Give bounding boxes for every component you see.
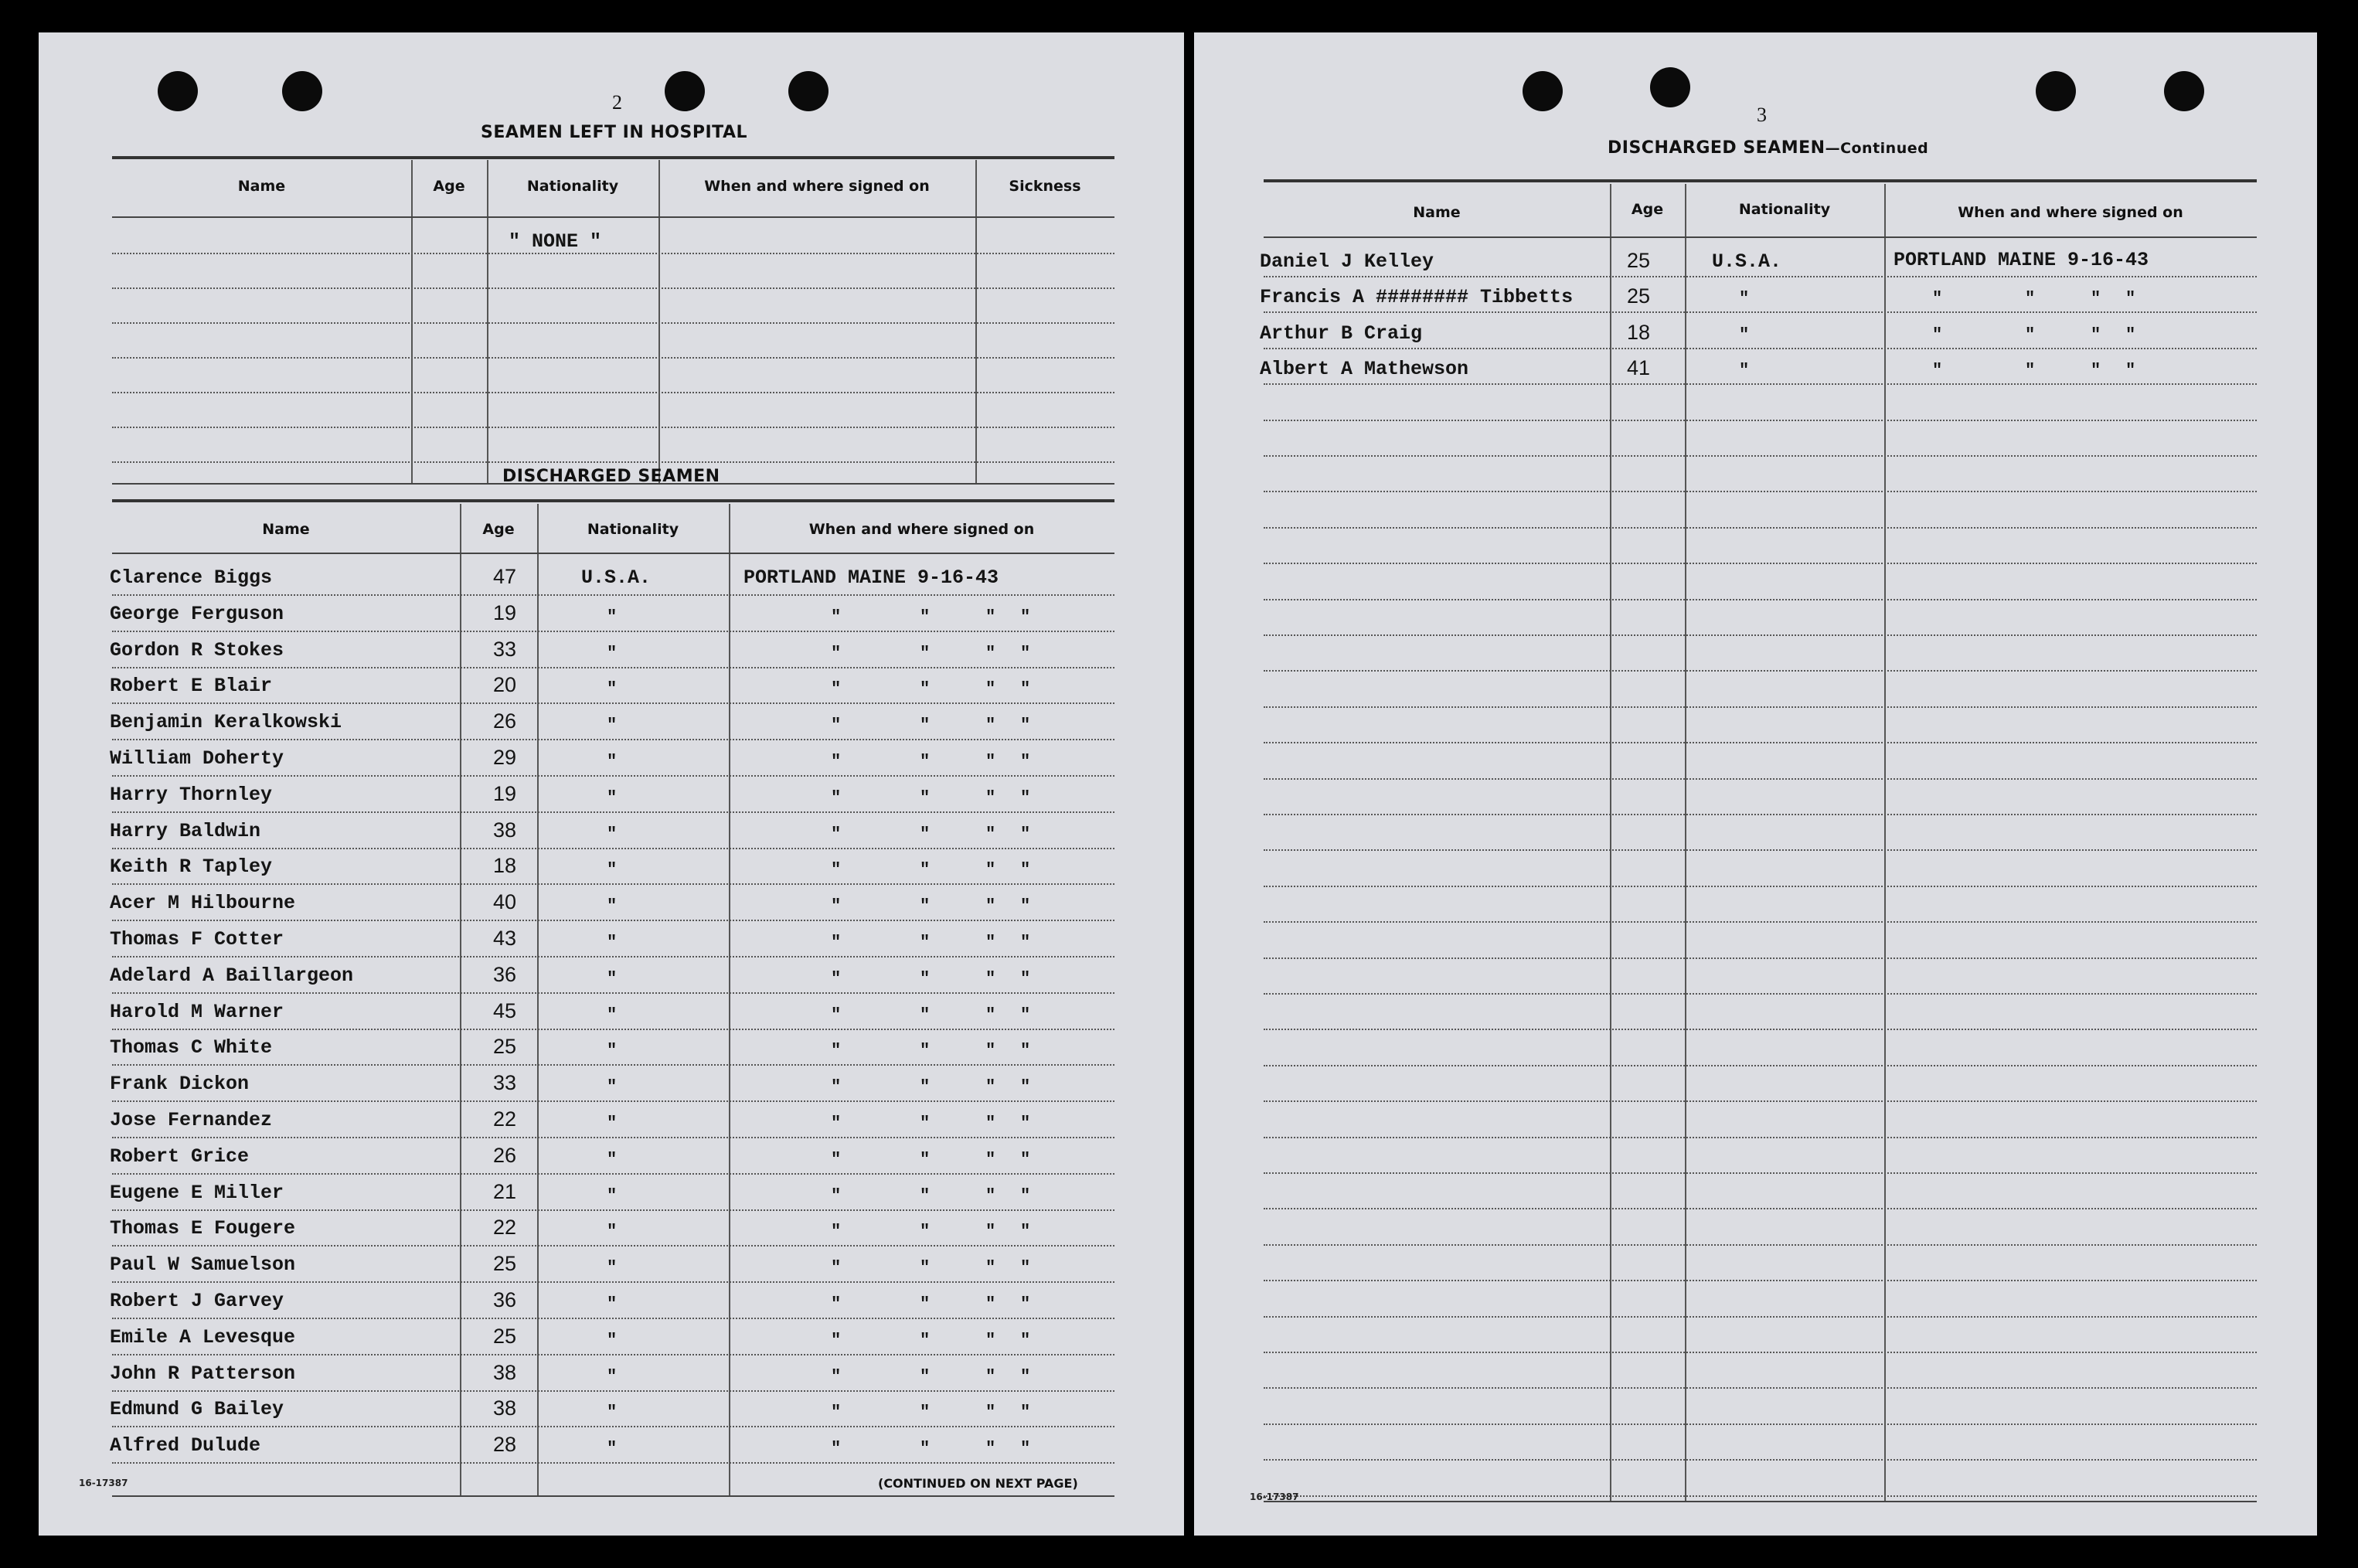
signed-on-ditto-mark: " [1020,896,1031,916]
signed-on-ditto-mark: " [1020,1114,1031,1133]
signed-on-ditto-mark: " [985,1041,996,1060]
signed-on-ditto-mark: " [920,1150,931,1169]
signed-on-ditto-mark: " [920,1367,931,1386]
row-rule [1264,1352,2257,1353]
signed-on-ditto-mark: " [920,1041,931,1060]
signed-on-ditto-mark: " [985,1150,996,1169]
row-rule [1264,814,2257,815]
seaman-age: 36 [493,1288,517,1311]
row-rule [1264,383,2257,385]
row-rule [1264,1172,2257,1174]
nationality-ditto-mark: " [607,825,618,844]
row-rule [112,1209,1114,1211]
title-text: DISCHARGED SEAMEN [1608,138,1825,158]
seaman-name: Eugene E Miller [110,1182,284,1204]
row-rule [112,1029,1114,1030]
seaman-name: Edmund G Bailey [110,1398,284,1420]
signed-on-ditto-mark: " [985,1294,996,1314]
col-header-name: Name [1413,204,1461,221]
nationality-ditto-mark: " [607,1150,618,1169]
seaman-name: George Ferguson [110,603,284,625]
nationality-ditto-mark: " [1739,289,1750,308]
seaman-age: 45 [493,999,517,1022]
signed-on-ditto-mark: " [920,1077,931,1097]
signed-on-ditto-mark: " [920,1439,931,1458]
col-header-age: Age [1631,201,1664,218]
discharged-section-title: DISCHARGED SEAMEN [502,467,720,486]
signed-on-ditto-mark: " [920,933,931,952]
signed-on-ditto-mark: " [1020,1367,1031,1386]
row-rule [1264,348,2257,349]
row-rule [1264,742,2257,743]
nationality-ditto-mark: " [607,1186,618,1206]
row-rule [1264,1065,2257,1066]
row-rule [1264,670,2257,672]
signed-on-ditto-mark: " [1020,825,1031,844]
row-rule [112,992,1114,994]
seaman-age: 25 [1627,249,1651,272]
signed-on-ditto-mark: " [831,1005,842,1025]
signed-on-ditto-mark: " [920,1403,931,1422]
signed-on-ditto-mark: " [920,1222,931,1241]
signed-on-ditto-mark: " [831,1041,842,1060]
signed-on-ditto-mark: " [985,644,996,663]
row-rule [1264,1137,2257,1138]
seaman-age: 19 [493,601,517,624]
row-rule [1264,634,2257,636]
seaman-age: 26 [493,1144,517,1167]
seaman-name: Alfred Dulude [110,1434,261,1457]
row-rule [112,1137,1114,1138]
page-number: 2 [612,91,622,114]
signed-on-ditto-mark: " [985,969,996,988]
signed-on-ditto-mark: " [920,896,931,916]
seaman-name: Benjamin Keralkowski [110,711,342,733]
row-rule [1264,1423,2257,1425]
nationality-ditto-mark: " [607,1005,618,1025]
signed-on-ditto-mark: " [831,1331,842,1350]
seaman-name: Albert A Mathewson [1260,358,1469,380]
seaman-name: Francis A ######## Tibbetts [1260,286,1574,308]
seaman-age: 21 [493,1180,517,1203]
seaman-name: Robert J Garvey [110,1290,284,1312]
signed-on-ditto-mark: " [920,644,931,663]
row-rule [1264,1100,2257,1102]
signed-on-ditto-mark: " [920,607,931,627]
signed-on-ditto-mark: " [1020,1150,1031,1169]
seaman-age: 29 [493,746,517,769]
nationality-ditto-mark: " [607,1367,618,1386]
nationality-ditto-mark: " [607,644,618,663]
punch-hole [282,71,322,111]
seaman-name: Frank Dickon [110,1073,250,1095]
nationality-ditto-mark: " [607,1439,618,1458]
signed-on-ditto-mark: " [985,1331,996,1350]
signed-on-ditto-mark: " [831,1403,842,1422]
seaman-signed-on: PORTLAND MAINE 9-16-43 [1894,249,2149,271]
seaman-age: 22 [493,1216,517,1239]
row-rule [1264,455,2257,457]
seaman-age: 25 [493,1252,517,1275]
nationality-ditto-mark: " [1739,325,1750,345]
nationality-ditto-mark: " [607,896,618,916]
signed-on-ditto-mark: " [1020,1077,1031,1097]
signed-on-ditto-mark: " [2025,289,2036,308]
signed-on-ditto-mark: " [1020,933,1031,952]
row-rule [112,594,1114,596]
row-rule [112,811,1114,813]
row-rule [1264,599,2257,600]
signed-on-ditto-mark: " [831,825,842,844]
col-header-signed-on: When and where signed on [808,521,1035,538]
seaman-name: Paul W Samuelson [110,1253,296,1276]
signed-on-ditto-mark: " [985,1439,996,1458]
signed-on-ditto-mark: " [920,825,931,844]
seaman-age: 25 [493,1035,517,1058]
row-rule [1264,1316,2257,1318]
seaman-name: Harold M Warner [110,1001,284,1023]
row-rule [1264,1495,2257,1497]
signed-on-ditto-mark: " [1020,1186,1031,1206]
nationality-ditto-mark: " [607,1077,618,1097]
left-page [39,32,1184,1536]
signed-on-ditto-mark: " [920,752,931,771]
signed-on-ditto-mark: " [985,716,996,735]
seaman-name: Robert Grice [110,1145,250,1168]
signed-on-ditto-mark: " [1932,325,1943,345]
seaman-age: 20 [493,673,517,696]
signed-on-ditto-mark: " [920,1114,931,1133]
row-rule [112,1318,1114,1319]
row-rule [112,1281,1114,1283]
discharged-continued-title [1608,138,1928,158]
seaman-age: 33 [493,638,517,661]
seaman-age: 47 [493,565,517,588]
row-rule [1264,1387,2257,1389]
nationality-ditto-mark: " [607,1331,618,1350]
signed-on-ditto-mark: " [831,860,842,879]
nationality-ditto-mark: " [607,1114,618,1133]
seaman-name: Gordon R Stokes [110,639,284,662]
seaman-age: 43 [493,927,517,950]
signed-on-ditto-mark: " [831,716,842,735]
signed-on-ditto-mark: " [985,1403,996,1422]
row-rule [1264,563,2257,564]
signed-on-ditto-mark: " [2025,361,2036,380]
signed-on-ditto-mark: " [2125,289,2136,308]
col-header-name: Name [237,178,286,195]
signed-on-ditto-mark: " [1020,752,1031,771]
seaman-age: 33 [493,1071,517,1094]
signed-on-ditto-mark: " [1020,679,1031,699]
signed-on-ditto-mark: " [985,1258,996,1277]
seaman-name: Thomas F Cotter [110,928,284,951]
signed-on-ditto-mark: " [1020,1041,1031,1060]
signed-on-ditto-mark: " [831,644,842,663]
signed-on-ditto-mark: " [985,1005,996,1025]
signed-on-ditto-mark: " [2091,361,2101,380]
punch-hole [2036,71,2076,111]
seaman-age: 19 [493,782,517,805]
punch-hole [1523,71,1563,111]
row-rule [1264,420,2257,421]
signed-on-ditto-mark: " [2025,325,2036,345]
signed-on-ditto-mark: " [1020,788,1031,808]
row-rule [1264,276,2257,277]
signed-on-ditto-mark: " [985,1114,996,1133]
row-rule [1264,527,2257,529]
row-rule [112,775,1114,777]
signed-on-ditto-mark: " [1020,607,1031,627]
signed-on-ditto-mark: " [985,1367,996,1386]
seaman-age: 25 [1627,284,1651,308]
signed-on-ditto-mark: " [831,1367,842,1386]
signed-on-ditto-mark: " [2091,325,2101,345]
seaman-name: Jose Fernandez [110,1109,273,1131]
seaman-age: 41 [1627,356,1651,379]
signed-on-ditto-mark: " [831,607,842,627]
col-header-nationality: Nationality [526,178,619,195]
signed-on-ditto-mark: " [920,860,931,879]
col-header-age: Age [482,521,515,538]
seaman-name: Thomas C White [110,1036,273,1059]
row-rule [1264,993,2257,995]
punch-hole [1650,67,1690,107]
signed-on-ditto-mark: " [1020,1222,1031,1241]
signed-on-ditto-mark: " [831,1258,842,1277]
signed-on-ditto-mark: " [831,752,842,771]
signed-on-ditto-mark: " [920,1005,931,1025]
signed-on-ditto-mark: " [920,1258,931,1277]
nationality-ditto-mark: " [1739,361,1750,380]
col-header-sickness: Sickness [1009,178,1081,195]
col-header-signed-on: When and where signed on [704,178,930,195]
seaman-name: Harry Thornley [110,784,273,806]
punch-hole [788,71,829,111]
col-header-age: Age [433,178,465,195]
signed-on-ditto-mark: " [1020,644,1031,663]
title-suffix: —Continued [1825,140,1929,157]
row-rule [112,1064,1114,1066]
continued-note: (CONTINUED ON NEXT PAGE) [878,1476,1078,1491]
signed-on-ditto-mark: " [831,1439,842,1458]
signed-on-ditto-mark: " [831,896,842,916]
row-rule [112,956,1114,957]
seaman-name: John R Patterson [110,1362,296,1385]
seaman-name: Robert E Blair [110,675,273,697]
seaman-age: 38 [493,818,517,842]
signed-on-ditto-mark: " [831,1294,842,1314]
seaman-name: Acer M Hilbourne [110,892,296,914]
signed-on-ditto-mark: " [985,788,996,808]
seaman-name: Keith R Tapley [110,855,273,878]
row-rule [1264,1280,2257,1281]
seaman-nationality: U.S.A. [1712,250,1782,273]
seaman-age: 36 [493,963,517,986]
form-number: 16-17387 [1250,1491,1299,1502]
hospital-section-title: SEAMEN LEFT IN HOSPITAL [481,123,748,142]
form-number: 16-17387 [79,1478,128,1488]
signed-on-ditto-mark: " [831,1114,842,1133]
row-rule [112,702,1114,704]
nationality-ditto-mark: " [607,933,618,952]
row-rule [112,848,1114,849]
signed-on-ditto-mark: " [920,969,931,988]
row-rule [112,739,1114,740]
signed-on-ditto-mark: " [985,679,996,699]
seaman-age: 38 [493,1396,517,1420]
seaman-age: 38 [493,1361,517,1384]
row-rule [1264,491,2257,492]
table-bottom-rule [1264,1501,2257,1502]
signed-on-ditto-mark: " [920,1294,931,1314]
seaman-age: 18 [1627,321,1651,344]
col-header-nationality: Nationality [1738,201,1831,218]
row-rule [112,1462,1114,1464]
signed-on-ditto-mark: " [1020,1331,1031,1350]
row-rule [112,667,1114,668]
nationality-ditto-mark: " [607,1258,618,1277]
col-header-signed-on: When and where signed on [1958,204,2183,221]
seaman-nationality: U.S.A. [581,566,652,589]
signed-on-ditto-mark: " [1020,1403,1031,1422]
signed-on-ditto-mark: " [985,1186,996,1206]
nationality-ditto-mark: " [607,788,618,808]
row-rule [1264,1459,2257,1461]
signed-on-ditto-mark: " [985,607,996,627]
row-rule [1264,886,2257,887]
nationality-ditto-mark: " [607,716,618,735]
signed-on-ditto-mark: " [1932,289,1943,308]
seaman-age: 28 [493,1433,517,1456]
seaman-name: Clarence Biggs [110,566,273,589]
row-rule [1264,1029,2257,1030]
signed-on-ditto-mark: " [831,1222,842,1241]
seaman-name: Thomas E Fougere [110,1217,296,1240]
punch-hole [158,71,198,111]
nationality-ditto-mark: " [607,1222,618,1241]
signed-on-ditto-mark: " [1020,1005,1031,1025]
seaman-signed-on: PORTLAND MAINE 9-16-43 [743,566,999,589]
signed-on-ditto-mark: " [1020,1439,1031,1458]
seaman-name: William Doherty [110,747,284,770]
signed-on-ditto-mark: " [985,1077,996,1097]
seaman-name: Harry Baldwin [110,820,261,842]
signed-on-ditto-mark: " [1020,716,1031,735]
punch-hole [2164,71,2204,111]
seaman-age: 22 [493,1107,517,1131]
signed-on-ditto-mark: " [831,933,842,952]
row-rule [1264,957,2257,959]
signed-on-ditto-mark: " [985,825,996,844]
seaman-name: Daniel J Kelley [1260,250,1434,273]
signed-on-ditto-mark: " [831,788,842,808]
punch-hole [665,71,705,111]
row-rule [1264,778,2257,780]
seaman-age: 18 [493,854,517,877]
signed-on-ditto-mark: " [985,1222,996,1241]
row-rule [1264,849,2257,851]
nationality-ditto-mark: " [607,1294,618,1314]
signed-on-ditto-mark: " [2125,325,2136,345]
signed-on-ditto-mark: " [920,1331,931,1350]
seaman-name: Emile A Levesque [110,1326,296,1349]
row-rule [1264,921,2257,923]
row-rule [1264,1244,2257,1246]
seaman-age: 26 [493,709,517,733]
seaman-age: 25 [493,1325,517,1348]
col-header-nationality: Nationality [587,521,679,538]
signed-on-ditto-mark: " [831,1186,842,1206]
signed-on-ditto-mark: " [985,752,996,771]
signed-on-ditto-mark: " [1020,1258,1031,1277]
row-rule [1264,706,2257,708]
row-rule [1264,311,2257,313]
row-rule [112,1354,1114,1355]
signed-on-ditto-mark: " [1020,969,1031,988]
seaman-age: 40 [493,890,517,913]
seaman-name: Adelard A Baillargeon [110,964,354,987]
row-rule [112,631,1114,632]
signed-on-ditto-mark: " [985,860,996,879]
hospital-none-entry: " NONE " [509,230,602,253]
signed-on-ditto-mark: " [920,716,931,735]
signed-on-ditto-mark: " [2125,361,2136,380]
table-bottom-rule [112,1495,1114,1497]
signed-on-ditto-mark: " [831,969,842,988]
col-header-name: Name [262,521,310,538]
row-rule [112,1173,1114,1175]
nationality-ditto-mark: " [607,860,618,879]
nationality-ditto-mark: " [607,607,618,627]
signed-on-ditto-mark: " [920,679,931,699]
nationality-ditto-mark: " [607,679,618,699]
seaman-name: Arthur B Craig [1260,322,1423,345]
signed-on-ditto-mark: " [831,1077,842,1097]
page-number: 3 [1757,104,1767,126]
signed-on-ditto-mark: " [920,788,931,808]
row-rule [112,920,1114,921]
row-rule [112,1390,1114,1392]
row-rule [112,1245,1114,1247]
row-rule [112,1426,1114,1427]
row-rule [1264,1208,2257,1209]
nationality-ditto-mark: " [607,1041,618,1060]
signed-on-ditto-mark: " [1020,1294,1031,1314]
signed-on-ditto-mark: " [1932,361,1943,380]
row-rule [112,883,1114,885]
nationality-ditto-mark: " [607,1403,618,1422]
signed-on-ditto-mark: " [831,1150,842,1169]
signed-on-ditto-mark: " [985,896,996,916]
signed-on-ditto-mark: " [2091,289,2101,308]
nationality-ditto-mark: " [607,969,618,988]
signed-on-ditto-mark: " [1020,860,1031,879]
signed-on-ditto-mark: " [920,1186,931,1206]
signed-on-ditto-mark: " [831,679,842,699]
right-page [1194,32,2317,1536]
row-rule [112,1100,1114,1102]
signed-on-ditto-mark: " [985,933,996,952]
nationality-ditto-mark: " [607,752,618,771]
